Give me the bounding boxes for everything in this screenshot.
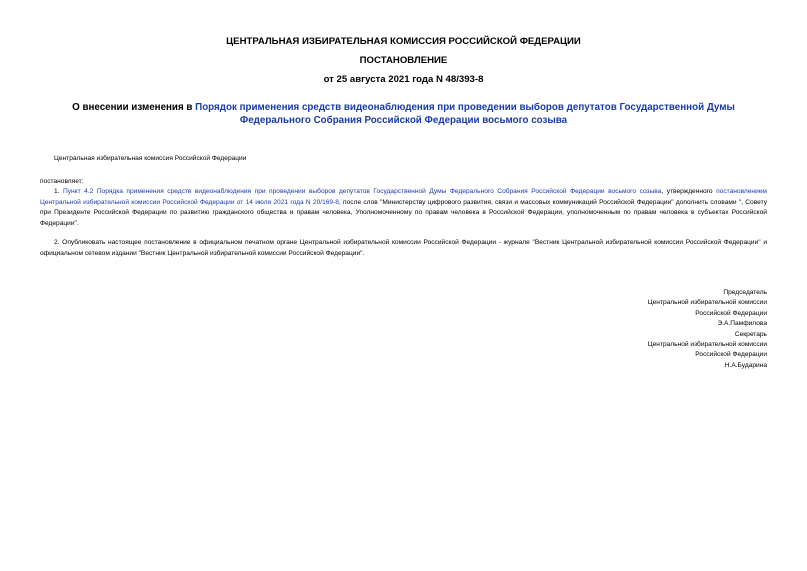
signature-line: Российской Федерации bbox=[695, 309, 767, 317]
signature-line: Российской Федерации bbox=[695, 351, 767, 359]
issuer-line: Центральная избирательная комиссия Российской Федерации bbox=[54, 155, 247, 162]
paragraph-1-number: 1. bbox=[54, 188, 63, 195]
resolves-line: постановляет: bbox=[40, 178, 84, 185]
paragraph-1-link-resolution[interactable]: постановлением Центральной избирательной комиссии Российской Федерации от 14 июля 2021 года N 20/169-8 bbox=[40, 188, 767, 206]
document-date: от 25 августа 2021 года N 48/393-8 bbox=[323, 74, 484, 85]
paragraph-1 bbox=[40, 187, 767, 229]
paragraph-1-link-order[interactable]: Пункт 4.2 Порядка применения средств видеонаблюдения при проведении выборов депутатов Государственной Думы Федерального Собрания Российской Федерации восьмого созыва bbox=[63, 188, 662, 195]
signature-line: Н.А.Бударина bbox=[724, 361, 767, 369]
paragraph-1-rest: , после слов "Министерству цифрового развития, связи и массовых коммуникаций Российской Федерации" дополнить словами ", Совету при Президенте Российской Федерации по развитию гражданского общества и правам человека, Уполномоченному по правам человека в Российской Федерации, уполномоченным по правам человека в субъектах Российской Федерации". bbox=[40, 198, 767, 227]
signature-line: Секретарь bbox=[734, 330, 767, 338]
document-title bbox=[40, 102, 767, 127]
title-prefix: О внесении изменения в bbox=[72, 102, 196, 113]
paragraph-2: 2. Опубликовать настоящее постановление в официальном печатном органе Центральной избирательной комиссии Российской Федерации - журнале "Вестник Центральной избирательной комиссии Российской Федерации" и официальном сетевом издании "Вестник Центральной избирательной комиссии Российской Федерации". bbox=[40, 239, 767, 257]
signature-line: Э.А.Памфилова bbox=[717, 320, 767, 328]
signature-line: Центральной избирательной комиссии bbox=[647, 341, 767, 349]
signature-line: Председатель bbox=[723, 289, 767, 296]
paragraph-1-mid: , утвержденного bbox=[661, 188, 717, 195]
signature-line: Центральной избирательной комиссии bbox=[647, 299, 767, 307]
title-link[interactable]: Порядок применения средств видеонаблюдения при проведении выборов депутатов Государственной Думы Федерального Собрания Российской Федерации восьмого созыва bbox=[195, 102, 735, 126]
signature-block bbox=[507, 288, 767, 371]
header-org: ЦЕНТРАЛЬНАЯ ИЗБИРАТЕЛЬНАЯ КОМИССИЯ РОССИЙСКОЙ ФЕДЕРАЦИИ bbox=[226, 36, 581, 47]
document-type: ПОСТАНОВЛЕНИЕ bbox=[359, 55, 448, 66]
